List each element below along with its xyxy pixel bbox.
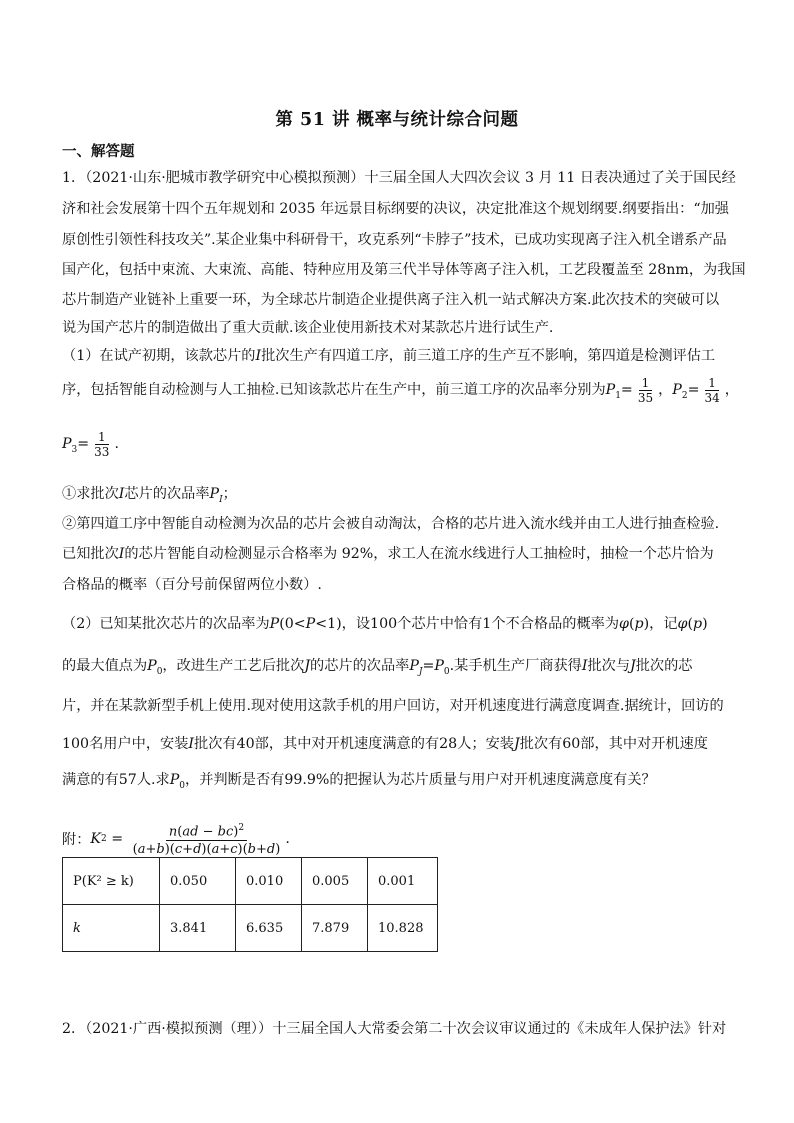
table-cell: 0.010: [236, 858, 302, 905]
q1-line-3: 原创性引领性科技攻关”.某企业集中科研骨干，攻克系列“卡脖子”技术，已成功实现离子注入机全谱系产品: [62, 232, 727, 248]
q1-part2-line-1: （2）已知某批次芯片的次品率为P(0<P<1)，设100个芯片中恰有1个不合格品的概率为φ(p)，记φ(p): [62, 616, 708, 632]
fraction-p2: $\frac{1}{34}$: [704, 375, 720, 405]
q1-part1-line-3: $P_3=$ $\frac{1}{33}$ .: [62, 429, 119, 459]
q1-part1-line-1: （1）在试产初期，该款芯片的I批次生产有四道工序，前三道工序的生产互不影响，第四道是检测评估工: [62, 348, 716, 364]
q1-part2-line-4: 100名用户中，安装I批次有40部，其中对开机速度满意的有28人；安装J批次有60部，其中对开机速度: [62, 736, 708, 752]
section-heading: 一、解答题: [62, 143, 135, 160]
q1-subq-2-line-3: 合格品的概率（百分号前保留两位小数）.: [62, 577, 322, 593]
table-cell: P(K² ≥ k): [63, 858, 160, 905]
table-cell: 0.050: [160, 858, 236, 905]
table-cell: k: [63, 905, 160, 952]
table-row: [63, 905, 438, 952]
page-title: 第 51 讲 概率与统计综合问题: [275, 110, 519, 130]
table-cell: 10.828: [368, 905, 438, 952]
table-cell: 0.005: [302, 858, 368, 905]
q1-part2-line-2: 的最大值点为$P_0$，改进生产工艺后批次J的芯片的次品率$P_J=P_0$.某手机生产厂商获得I批次与J批次的芯: [62, 658, 693, 677]
critical-value-table: [62, 857, 438, 952]
fraction-p1: $\frac{1}{35}$: [637, 375, 654, 405]
q1-subq-1: ①求批次I芯片的次品率$P_I$；: [62, 486, 237, 505]
q1-line-4: 国产化，包括中束流、大束流、高能、特种应用及第三代半导体等离子注入机，工艺段覆盖至 28nm，为我国: [62, 262, 746, 278]
q1-line-1: 1．（2021·山东·肥城市教学研究中心模拟预测）十三届全国人大四次会议 3 月 11 日表决通过了关于国民经: [62, 170, 736, 186]
table-cell: 3.841: [160, 905, 236, 952]
q1-subq-2-line-1: ②第四道工序中智能自动检测为次品的芯片会被自动淘汰，合格的芯片进入流水线并由工人进行抽查检验.: [62, 516, 720, 532]
q1-line-2: 济和社会发展第十四个五年规划和 2035 年远景目标纲要的决议，决定批准这个规划纲要.纲要指出：“加强: [62, 201, 729, 217]
table-cell: 6.635: [236, 905, 302, 952]
q1-line-6: 说为国产芯片的制造做出了重大贡献.该企业使用新技术对某款芯片进行试生产.: [62, 320, 554, 336]
table-row: [63, 858, 438, 905]
q1-subq-2-line-2: 已知批次I的芯片智能自动检测显示合格率为 92%，求工人在流水线进行人工抽检时，抽检一个芯片恰为: [62, 546, 714, 562]
q2-line-1: 2．（2021·广西·模拟预测（理））十三届全国人大常委会第二十次会议审议通过的《未成年人保护法》针对: [62, 1021, 727, 1037]
table-cell: 7.879: [302, 905, 368, 952]
table-cell: 0.001: [368, 858, 438, 905]
fraction-p3: $\frac{1}{33}$: [94, 429, 110, 459]
chi-square-formula: 附： K 2 = $\frac{n(ad - bc)^2}{(a+b)(c+d)(a+c)(b+d)}$ .: [62, 820, 290, 858]
q1-part2-line-3: 片，并在某款新型手机上使用.现对使用这款手机的用户回访，对开机速度进行满意度调查.据统计，回访的: [62, 698, 724, 714]
q1-part2-line-5: 满意的有57人.求$P_0$，并判断是否有99.9%的把握认为芯片质量与用户对开机速度满意度有关？: [62, 772, 656, 791]
q1-part1-line-2: 序，包括智能自动检测与人工抽检.已知该款芯片在生产中，前三道工序的次品率分别为$P_1=$ $\frac{1}{35}$ ，$P_2=$ $\frac{1}{34}$ ，: [62, 375, 739, 405]
q1-line-5: 芯片制造产业链补上重要一环，为全球芯片制造企业提供离子注入机一站式解决方案.此次技术的突破可以: [62, 292, 720, 308]
